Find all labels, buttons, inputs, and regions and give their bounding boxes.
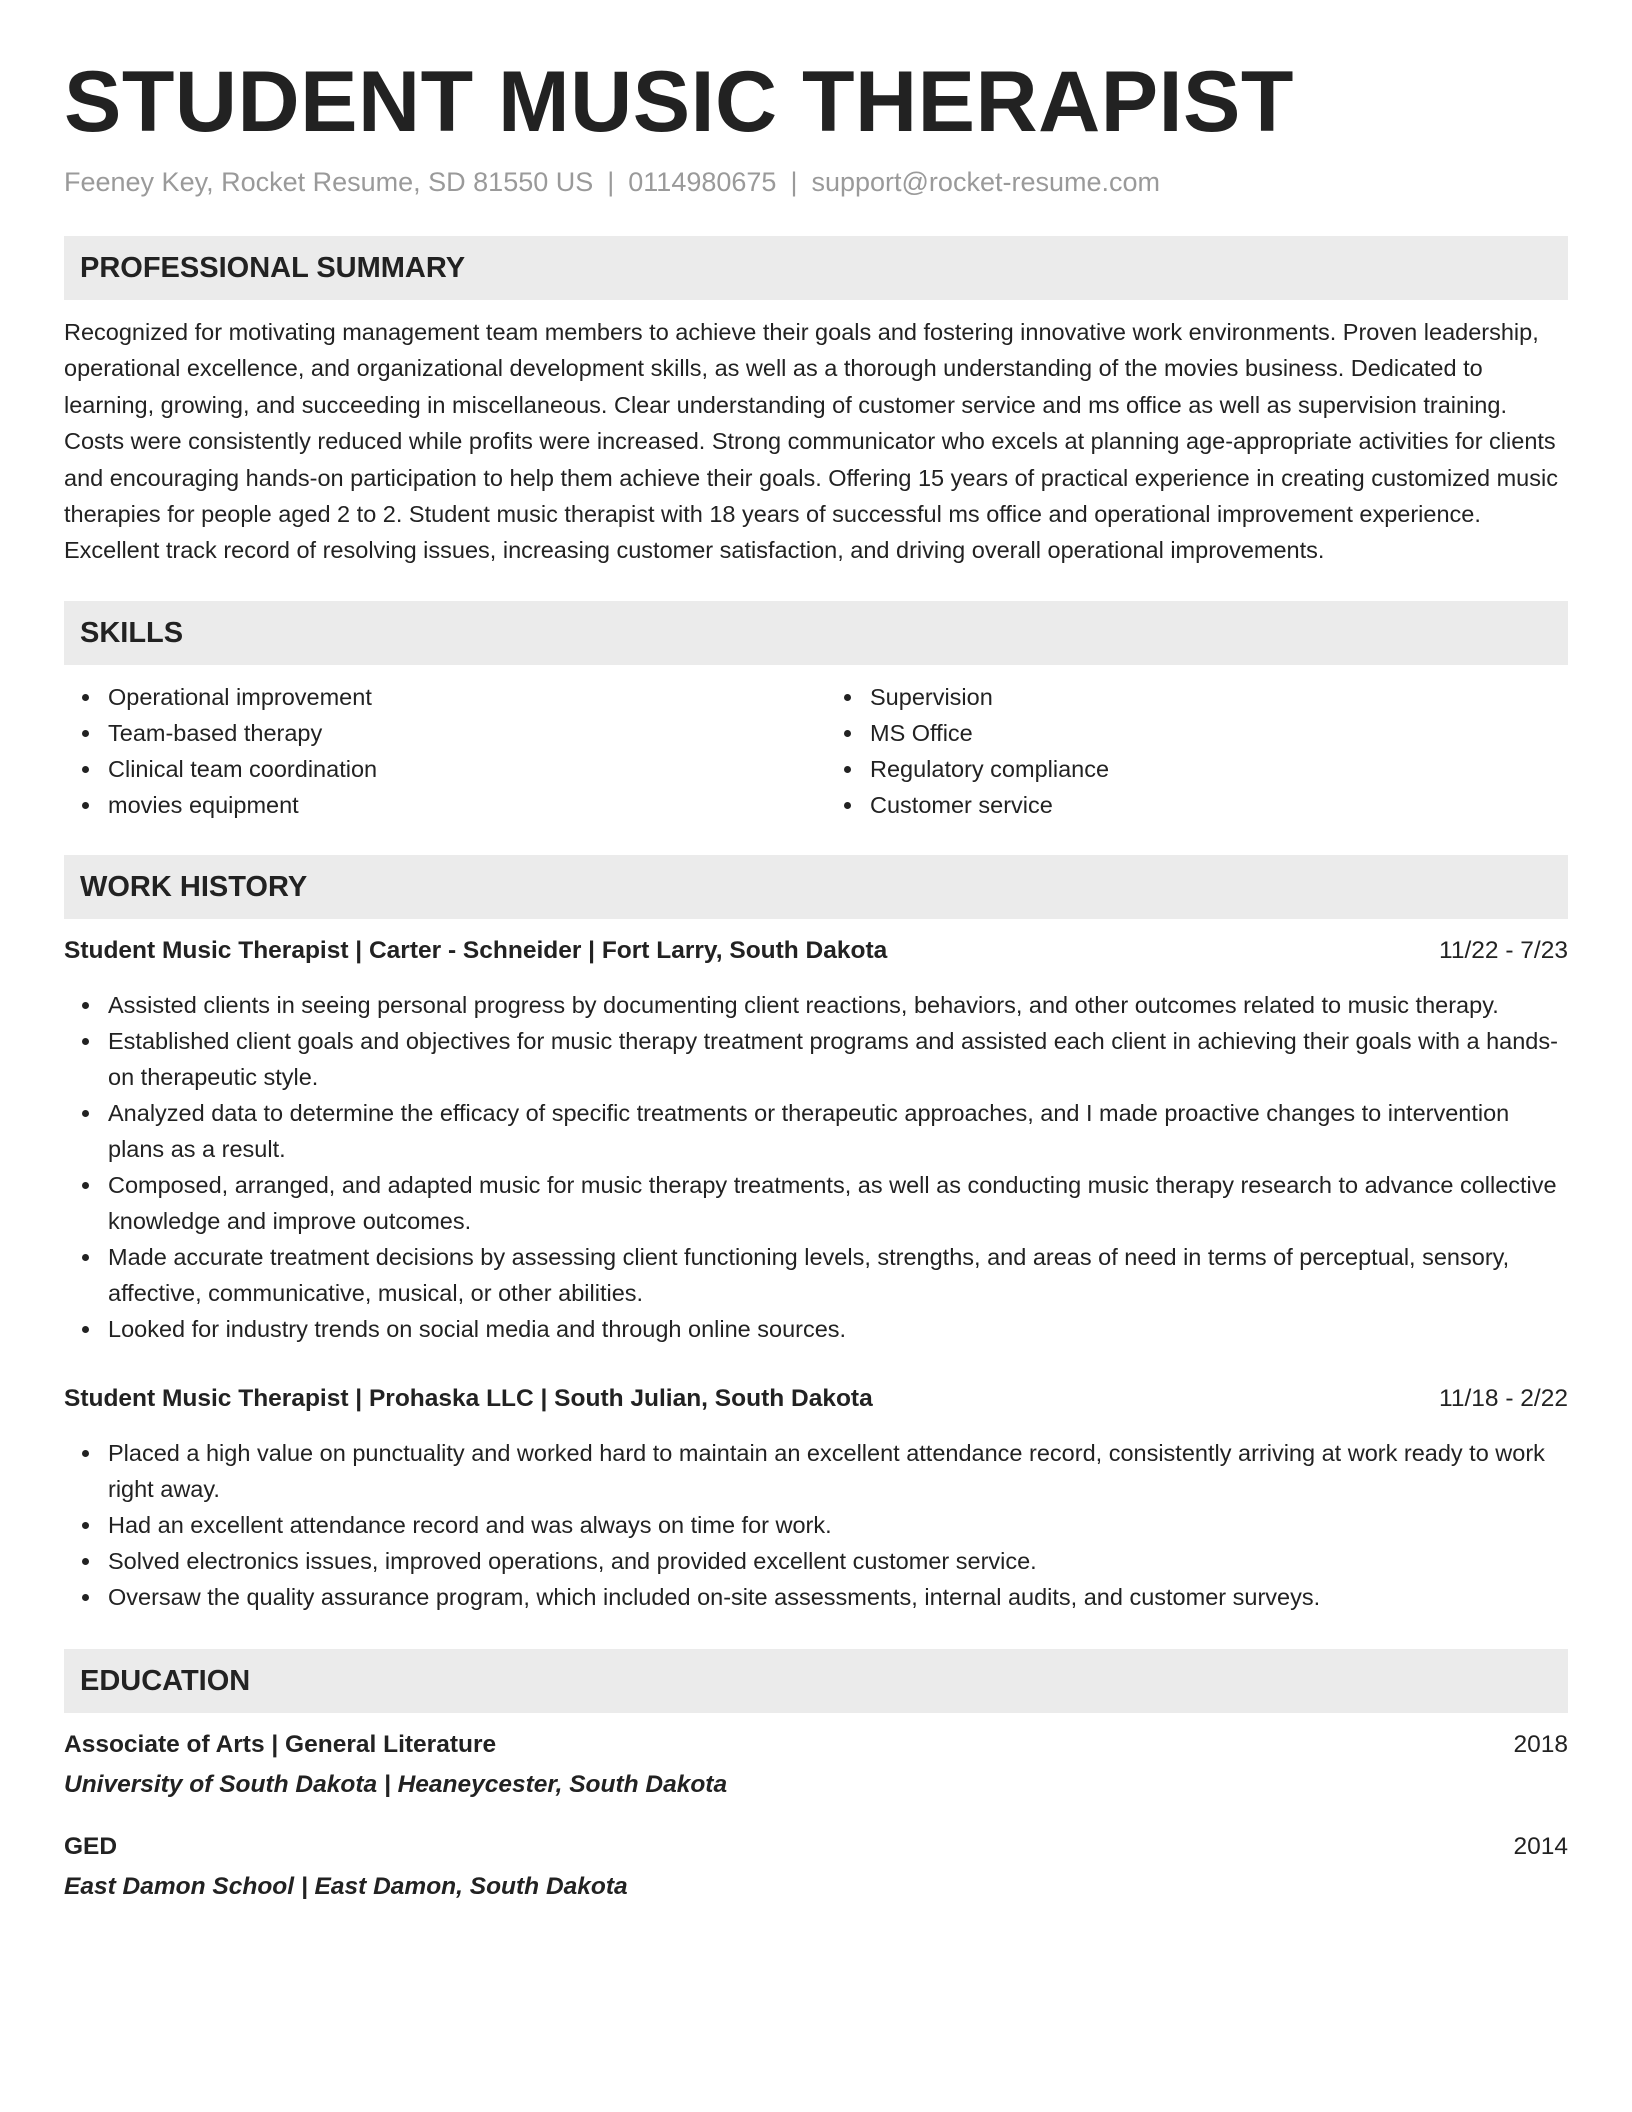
job-entry	[64, 933, 1568, 1347]
job-bullet: Placed a high value on punctuality and worked hard to maintain an excellent attendance record, consistently arriving at work ready to work right away.	[108, 1435, 1568, 1507]
education-degree: GED	[64, 1832, 118, 1860]
job-bullet: Had an excellent attendance record and was always on time for work.	[108, 1507, 1568, 1543]
skill-item: Customer service	[870, 787, 1568, 823]
job-bullet: Composed, arranged, and adapted music for music therapy treatments, as well as conducting music therapy research to advance collective knowledge and improve outcomes.	[108, 1167, 1568, 1239]
job-bullet: Assisted clients in seeing personal progress by documenting client reactions, behaviors, and other outcomes related to music therapy.	[108, 987, 1568, 1023]
contact-separator: |	[790, 167, 798, 197]
education-school: East Damon School | East Damon, South Dakota	[64, 1872, 628, 1900]
skill-item: movies equipment	[108, 787, 806, 823]
education-degree: Associate of Arts | General Literature	[64, 1730, 497, 1758]
resume-page	[64, 0, 1568, 1905]
job-bullet: Established client goals and objectives for music therapy treatment programs and assisted each client in achieving their goals with a hands-on therapeutic style.	[108, 1023, 1568, 1095]
job-bullet: Looked for industry trends on social media and through online sources.	[108, 1311, 1568, 1347]
education-year: 2014	[1513, 1832, 1568, 1860]
section-heading-work-history: WORK HISTORY	[64, 855, 1568, 919]
section-heading-education: EDUCATION	[64, 1649, 1568, 1713]
skill-item: Supervision	[870, 679, 1568, 715]
education-school: University of South Dakota | Heaneycester, South Dakota	[64, 1770, 728, 1798]
skill-item: Clinical team coordination	[108, 751, 806, 787]
contact-address: Feeney Key, Rocket Resume, SD 81550 US	[64, 167, 594, 197]
education-entry	[64, 1829, 1568, 1905]
contact-line	[64, 164, 1568, 200]
skills-column-right	[826, 679, 1568, 823]
summary-text: Recognized for motivating management team members to achieve their goals and fostering innovative work environments. Proven leadership, operational excellence, and organizational development skills, as well as a thorough understanding of the movies business. Dedicated to learning, growing, and succeeding in miscellaneous. Clear understanding of customer service and ms office as well as supervision training. Costs were consistently reduced while profits were increased. Strong communicator who excels at planning age-appropriate activities for clients and encouraging hands-on participation to help them achieve their goals. Offering 15 years of practical experience in creating customized music therapies for people aged 2 to 2. Student music therapist with 18 years of successful ms office and operational improvement experience. Excellent track record of resolving issues, increasing customer satisfaction, and driving overall operational improvements.	[64, 319, 1558, 564]
job-title: Student Music Therapist | Carter - Schneider | Fort Larry, South Dakota	[64, 936, 888, 964]
job-dates: 11/18 - 2/22	[1439, 1384, 1568, 1412]
job-dates: 11/22 - 7/23	[1439, 936, 1568, 964]
skill-item: Regulatory compliance	[870, 751, 1568, 787]
job-bullets	[64, 1435, 1568, 1615]
education-header	[64, 1727, 1568, 1763]
skill-item: Operational improvement	[108, 679, 806, 715]
job-bullet: Solved electronics issues, improved operations, and provided excellent customer service.	[108, 1543, 1568, 1579]
job-header	[64, 933, 1568, 969]
contact-email: support@rocket-resume.com	[811, 167, 1160, 197]
job-bullets	[64, 987, 1568, 1347]
education-year: 2018	[1513, 1730, 1568, 1758]
skill-item: MS Office	[870, 715, 1568, 751]
job-bullet: Oversaw the quality assurance program, which included on-site assessments, internal audits, and customer surveys.	[108, 1579, 1568, 1615]
skills-list	[64, 679, 1568, 823]
job-bullet: Analyzed data to determine the efficacy of specific treatments or therapeutic approaches, and I made proactive changes to intervention plans as a result.	[108, 1095, 1568, 1167]
job-bullet: Made accurate treatment decisions by assessing client functioning levels, strengths, and areas of need in terms of perceptual, sensory, affective, communicative, musical, or other abilities.	[108, 1239, 1568, 1311]
skills-column-left	[64, 679, 806, 823]
resume-name: STUDENT MUSIC THERAPIST	[64, 54, 1294, 150]
contact-phone: 0114980675	[628, 167, 777, 197]
education-entry	[64, 1727, 1568, 1803]
contact-separator: |	[607, 167, 615, 197]
section-heading-skills: SKILLS	[64, 601, 1568, 665]
section-heading-summary: PROFESSIONAL SUMMARY	[64, 236, 1568, 300]
job-title: Student Music Therapist | Prohaska LLC | South Julian, South Dakota	[64, 1384, 873, 1412]
skill-item: Team-based therapy	[108, 715, 806, 751]
education-header	[64, 1829, 1568, 1865]
job-header	[64, 1381, 1568, 1417]
job-entry	[64, 1381, 1568, 1615]
